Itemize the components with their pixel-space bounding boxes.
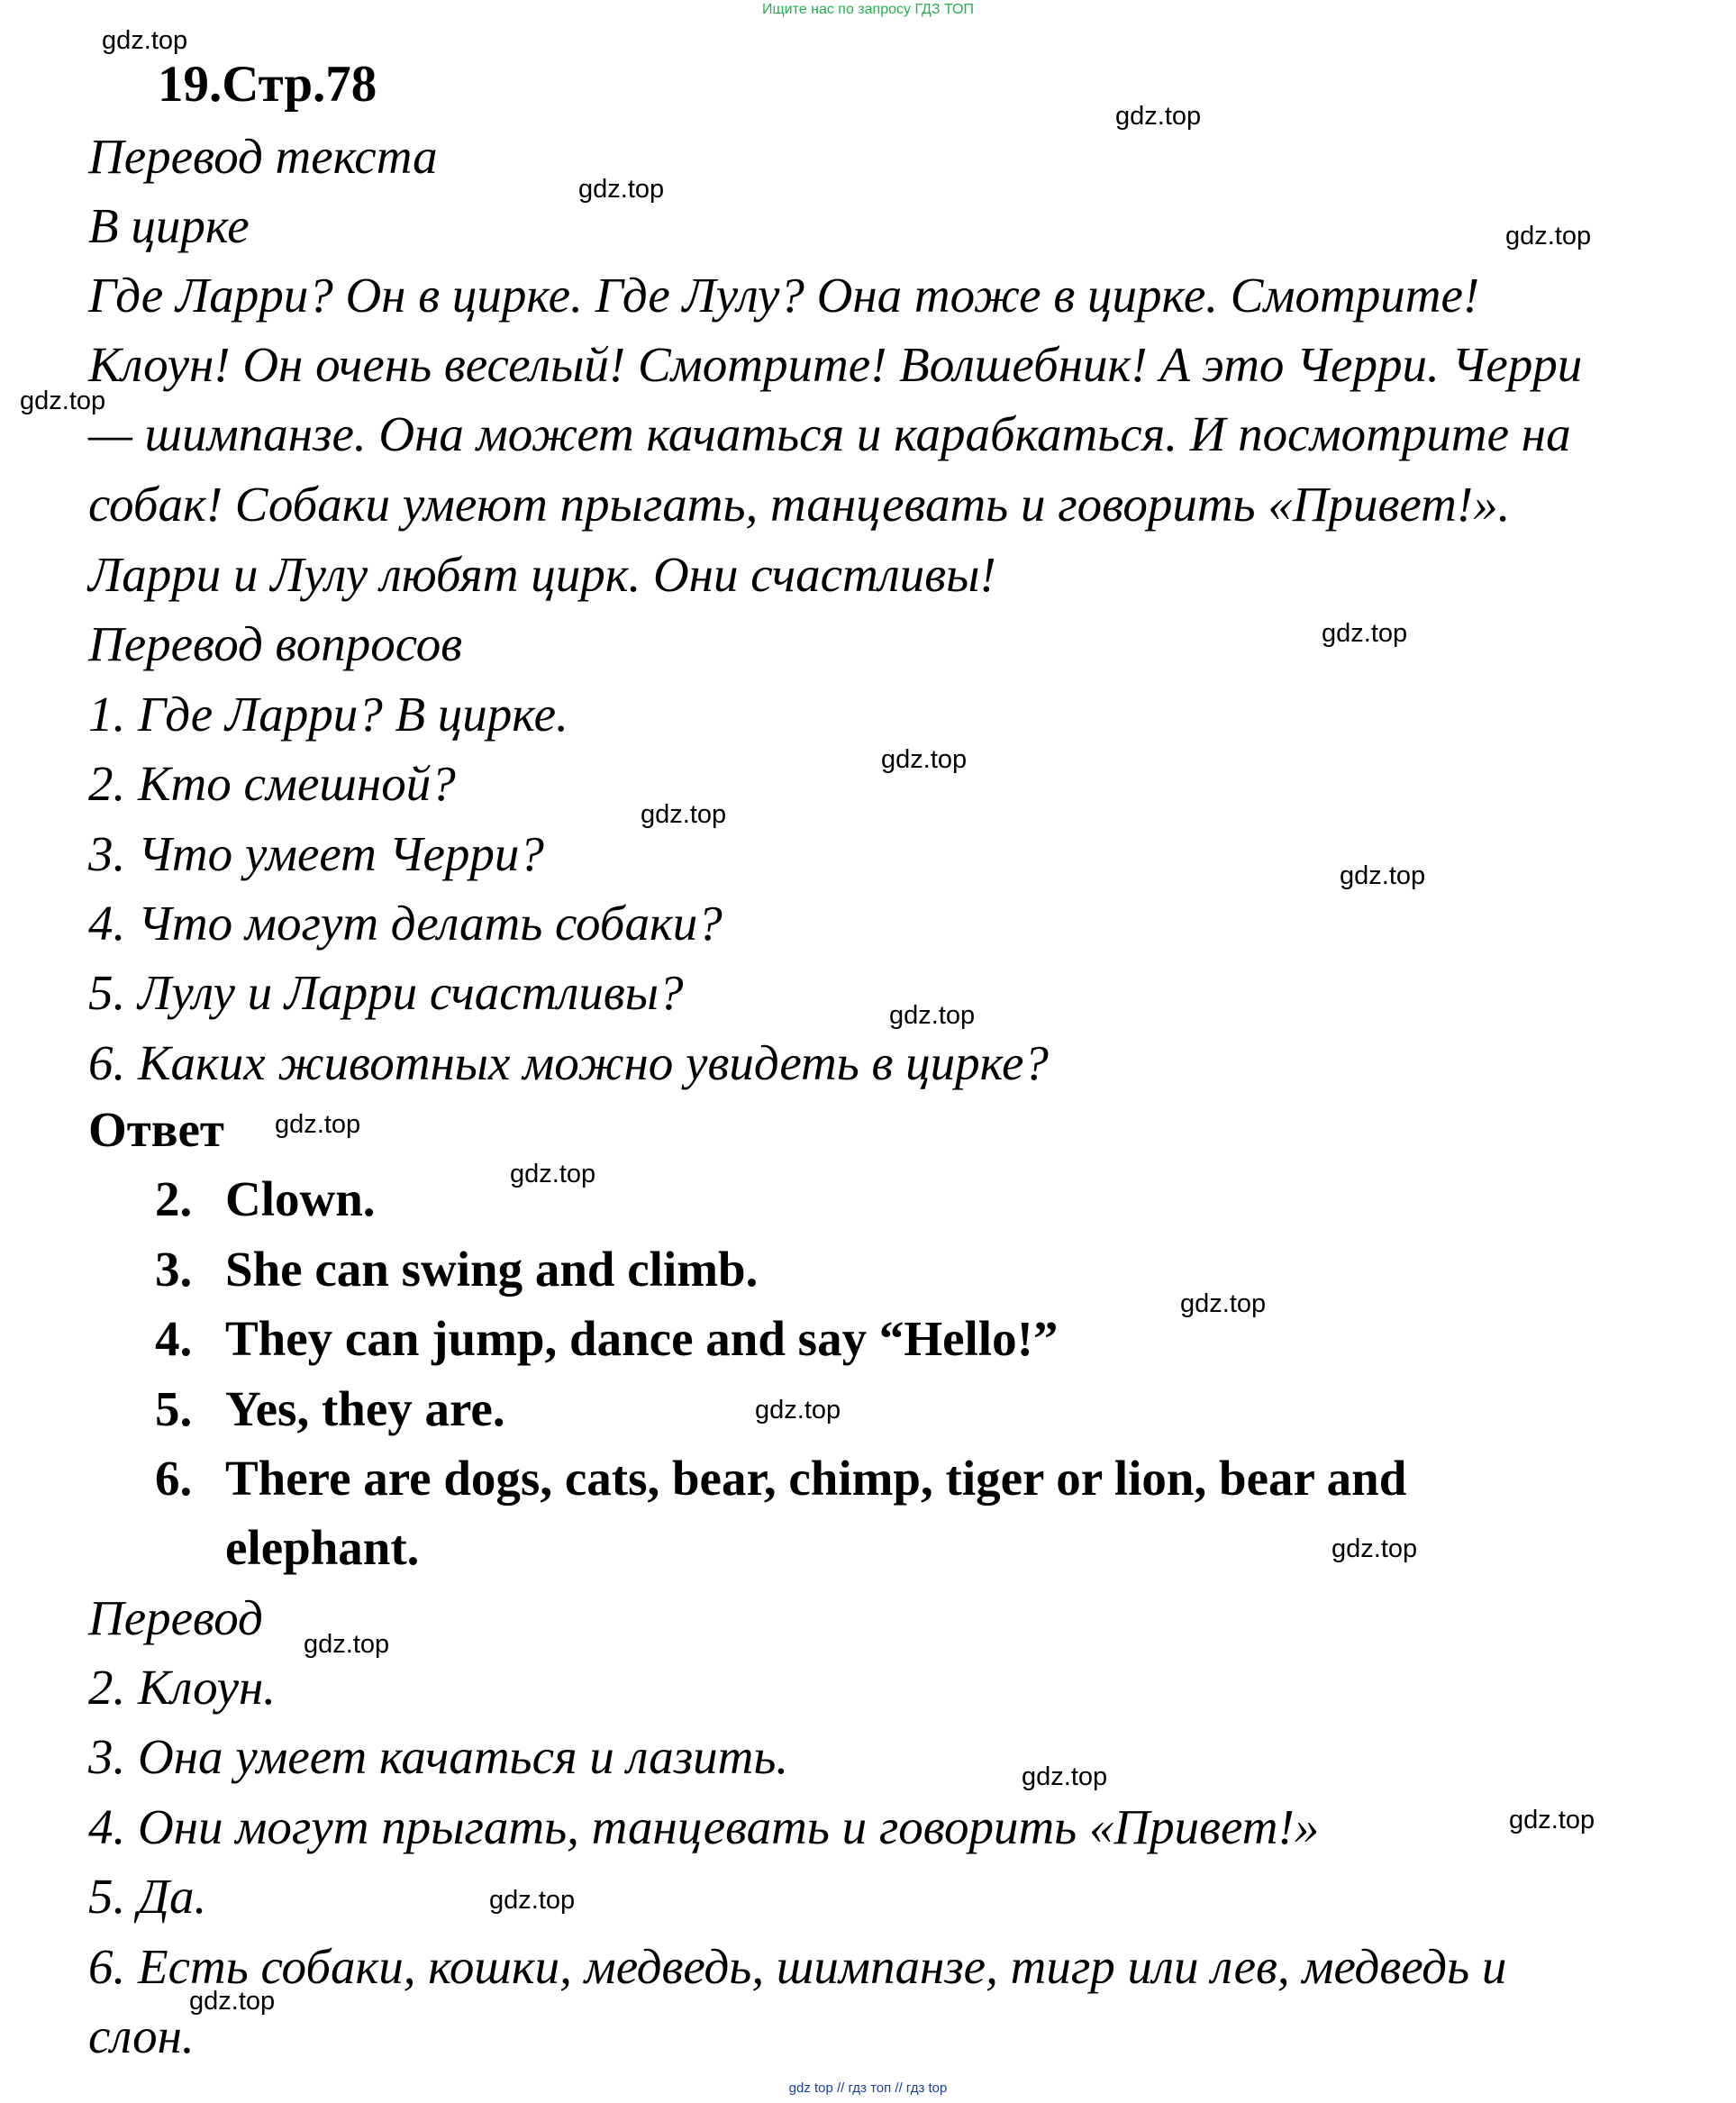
- answer-heading: Ответ: [88, 1102, 224, 1157]
- question-item: 3. Что умеет Черри?: [88, 826, 544, 881]
- answer-text: She can swing and climb.: [225, 1242, 759, 1297]
- answer-translation-item: 4. Они могут прыгать, танцевать и говорить «Привет!»: [88, 1799, 1320, 1854]
- watermark: gdz.top: [1332, 1534, 1418, 1563]
- watermark: gdz.top: [578, 175, 665, 204]
- watermark: gdz.top: [881, 745, 968, 774]
- answer-text: They can jump, dance and say “Hello!”: [225, 1311, 1059, 1366]
- answer-item: [155, 1310, 1058, 1368]
- question-item: 1. Где Ларри? В цирке.: [88, 687, 568, 742]
- answer-number: 4.: [155, 1311, 193, 1366]
- top-banner-text: Ищите нас по запросу ГДЗ ТОП: [762, 2, 974, 17]
- footer-text: gdz top // гдз топ // гдз top: [788, 2080, 948, 2096]
- text-line: Ларри и Лулу любят цирк. Они счастливы!: [88, 547, 996, 602]
- answer-number: 2.: [155, 1171, 193, 1226]
- watermark: gdz.top: [102, 26, 188, 55]
- watermark: gdz.top: [304, 1630, 390, 1659]
- watermark: gdz.top: [189, 1987, 276, 2016]
- questions-translation-heading: Перевод вопросов: [88, 616, 463, 671]
- answer-translation-item: 3. Она умеет качаться и лазить.: [88, 1729, 789, 1784]
- text-line: В цирке: [88, 198, 250, 253]
- watermark: gdz.top: [1340, 861, 1426, 890]
- watermark: gdz.top: [1505, 222, 1592, 250]
- watermark: gdz.top: [641, 800, 727, 829]
- page-title: 19.Стр.78: [158, 56, 377, 113]
- question-item: 5. Лулу и Ларри счастливы?: [88, 965, 684, 1020]
- question-item: 6. Каких животных можно увидеть в цирке?: [88, 1035, 1049, 1090]
- answer-number: 5.: [155, 1381, 193, 1436]
- watermark: gdz.top: [275, 1110, 361, 1139]
- watermark: gdz.top: [20, 387, 106, 415]
- answer-translation-item: слон.: [88, 2008, 195, 2063]
- question-item: 2. Кто смешной?: [88, 756, 456, 811]
- answer-translation-item: 2. Клоун.: [88, 1660, 277, 1715]
- text-translation-heading: Перевод текста: [88, 129, 438, 184]
- top-banner: [0, 0, 1736, 20]
- answer-continuation: elephant.: [225, 1520, 420, 1575]
- watermark: gdz.top: [510, 1160, 596, 1188]
- text-line: собак! Собаки умеют прыгать, танцевать и говорить «Привет!».: [88, 477, 1511, 532]
- watermark: gdz.top: [1022, 1762, 1108, 1791]
- watermark: gdz.top: [1115, 102, 1202, 131]
- watermark: gdz.top: [889, 1001, 976, 1030]
- watermark: gdz.top: [489, 1886, 576, 1915]
- question-item: 4. Что могут делать собаки?: [88, 896, 723, 951]
- answer-item: [155, 1380, 505, 1438]
- answer-item: [155, 1170, 376, 1228]
- answer-text: Yes, they are.: [225, 1381, 505, 1436]
- answer-translation-item: 5. Да.: [88, 1869, 207, 1924]
- text-line: Где Ларри? Он в цирке. Где Лулу? Она тоже в цирке. Смотрите!: [88, 268, 1480, 323]
- watermark: gdz.top: [1322, 619, 1408, 648]
- answer-text: Clown.: [225, 1171, 376, 1226]
- text-line: Клоун! Он очень веселый! Смотрите! Волшебник! А это Черри. Черри: [88, 337, 1583, 392]
- footer: [0, 2080, 1736, 2098]
- answer-number: 3.: [155, 1242, 193, 1297]
- answer-number: 6.: [155, 1451, 193, 1506]
- answer-translation-heading: Перевод: [88, 1590, 263, 1645]
- answer-text: There are dogs, cats, bear, chimp, tiger or lion, bear and: [225, 1451, 1407, 1506]
- answer-item: [155, 1450, 1406, 1507]
- text-line: — шимпанзе. Она может качаться и карабкаться. И посмотрите на: [88, 406, 1571, 461]
- watermark: gdz.top: [1180, 1289, 1267, 1318]
- watermark: gdz.top: [755, 1396, 841, 1425]
- answer-item: [155, 1241, 758, 1298]
- answer-translation-item: 6. Есть собаки, кошки, медведь, шимпанзе, тигр или лев, медведь и: [88, 1939, 1507, 1994]
- watermark: gdz.top: [1509, 1806, 1595, 1834]
